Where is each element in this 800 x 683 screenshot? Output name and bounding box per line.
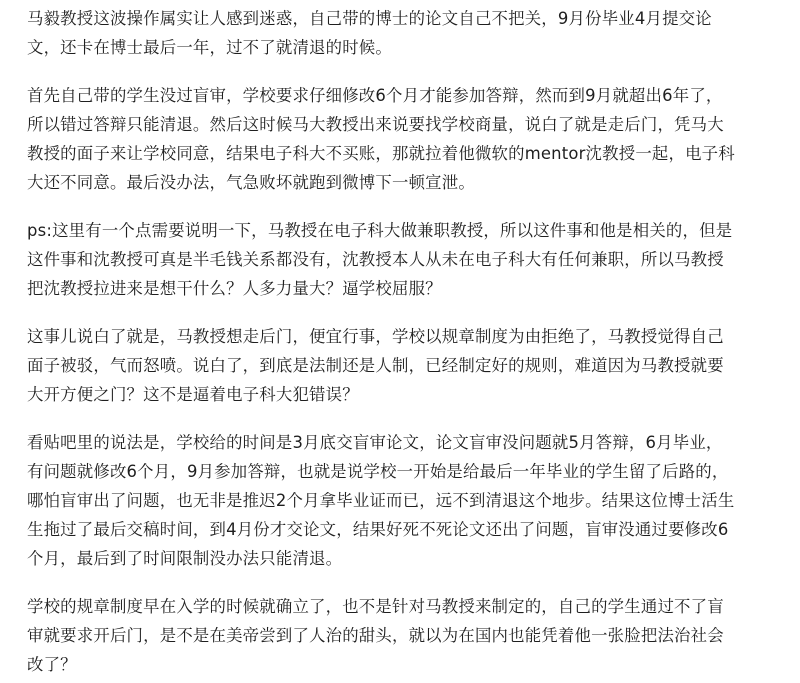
paragraph-5 [27, 428, 784, 573]
text-line: 哪怕盲审出了问题，也无非是推迟2个月拿毕业证而已，远不到清退这个地步。结果这位博士活生 [27, 491, 735, 510]
text-line: 教授的面子来让学校同意，结果电子科大不买账，那就拉着他微软的mentor沈教授一起，电子科 [27, 144, 735, 163]
paragraph-2 [27, 81, 784, 197]
paragraph-4 [27, 322, 784, 409]
text-line: 首先自己带的学生没过盲审，学校要求仔细修改6个月才能参加答辩，然而到9月就超出6年了， [27, 86, 723, 105]
text-line: 生拖过了最后交稿时间，到4月份才交论文，结果好死不死论文还出了问题，盲审没通过要修改6 [27, 520, 729, 539]
text-line: 有问题就修改6个月，9月参加答辩，也就是说学校一开始是给最后一年毕业的学生留了后路的， [27, 462, 729, 481]
text-line: 看贴吧里的说法是，学校给的时间是3月底交盲审论文，论文盲审没问题就5月答辩，6月毕业， [27, 433, 723, 452]
text-line: 这事儿说白了就是，马教授想走后门，便宜行事，学校以规章制度为由拒绝了，马教授觉得自己 [27, 327, 724, 346]
text-line: 审就要求开后门，是不是在美帝尝到了人治的甜头，就以为在国内也能凭着他一张脸把法治社会 [27, 626, 724, 645]
text-line: 个月，最后到了时间限制没办法只能清退。 [27, 549, 343, 568]
paragraph-6 [27, 592, 784, 679]
text-line: 面子被驳，气而怒喷。说白了，到底是法制还是人制，已经制定好的规则，难道因为马教授就要 [27, 356, 724, 375]
text-line: 这件事和沈教授可真是半毛钱关系都没有，沈教授本人从未在电子科大有任何兼职，所以马教授 [27, 250, 724, 269]
text-line: ps:这里有一个点需要说明一下，马教授在电子科大做兼职教授，所以这件事和他是相关的，但是 [27, 221, 733, 240]
text-line: 改了？ [27, 655, 77, 674]
paragraph-1 [27, 4, 784, 62]
text-line: 马毅教授这波操作属实让人感到迷惑，自己带的博士的论文自己不把关，9月份毕业4月提交论 [27, 9, 712, 28]
text-line: 把沈教授拉进来是想干什么？人多力量大？逼学校屈服？ [27, 279, 442, 298]
paragraph-3 [27, 216, 784, 303]
text-line: 大开方便之门？这不是逼着电子科大犯错误？ [27, 385, 359, 404]
text-line: 大还不同意。最后没办法，气急败坏就跑到微博下一顿宣泄。 [27, 173, 475, 192]
text-line: 文，还卡在博士最后一年，过不了就清退的时候。 [27, 38, 392, 57]
text-line: 所以错过答辩只能清退。然后这时候马大教授出来说要找学校商量，说白了就是走后门，凭马大 [27, 115, 724, 134]
text-line: 学校的规章制度早在入学的时候就确立了，也不是针对马教授来制定的，自己的学生通过不了盲 [27, 597, 724, 616]
